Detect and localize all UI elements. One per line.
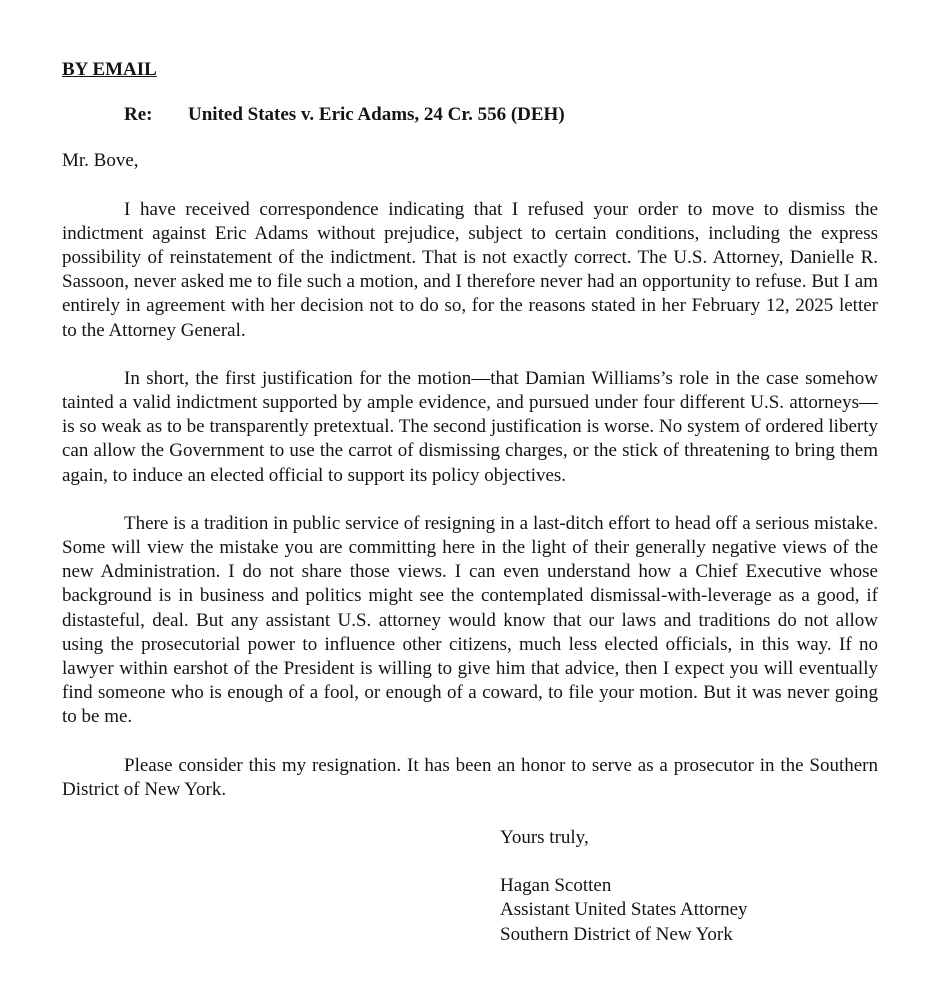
by-email-heading: BY EMAIL: [62, 59, 157, 80]
closing: Yours truly,: [500, 827, 589, 849]
signature-office: Southern District of New York: [500, 923, 733, 945]
body-paragraph-4: Please consider this my resignation. It has been an honor to serve as a prosecutor in the Southern District of New York.: [62, 754, 878, 800]
re-line: [62, 103, 878, 127]
salutation: Mr. Bove,: [62, 150, 139, 172]
letter-page: [62, 58, 878, 947]
re-subject: United States v. Eric Adams, 24 Cr. 556 (DEH): [188, 104, 565, 126]
signature-name: Hagan Scotten: [500, 875, 612, 897]
body-paragraph-1: I have received correspondence indicating that I refused your order to move to dismiss the indictment against Eric Adams without prejudice, subject to certain conditions, including the express possibility of reinstatement of the indictment. That is not exactly correct. The U.S. Attorney, Danielle R. Sassoon, never asked me to file such a motion, and I therefore never had an opportunity to refuse. But I am entirely in agreement with her decision not to do so, for the reasons stated in her February 12, 2025 letter to the Attorney General.: [62, 198, 878, 341]
closing-block: [500, 826, 878, 947]
signature-title: Assistant United States Attorney: [500, 899, 748, 921]
body-paragraph-3: There is a tradition in public service of resigning in a last-ditch effort to head off a serious mistake. Some will view the mistake you are committing here in the light of their generally negative views of the new Administration. I do not share those views. I can even understand how a Chief Executive whose background is in business and politics might see the contemplated dismissal-with-leverage as a good, if distasteful, deal. But any assistant U.S. attorney would know that our laws and traditions do not allow using the prosecutorial power to influence other citizens, much less elected officials, in this way. If no lawyer within earshot of the President is willing to give him that advice, then I expect you will eventually find someone who is enough of a fool, or enough of a coward, to file your motion. But it was never going to be me.: [62, 512, 878, 728]
re-label: Re:: [124, 104, 153, 126]
body-paragraph-2: In short, the first justification for the motion—that Damian Williams’s role in the case somehow tainted a valid indictment supported by ample evidence, and pursued under four different U.S. attorneys—is so weak as to be transparently pretextual. The second justification is worse. No system of ordered liberty can allow the Government to use the carrot of dismissing charges, or the stick of threatening to bring them again, to induce an elected official to support its policy objectives.: [62, 367, 878, 486]
